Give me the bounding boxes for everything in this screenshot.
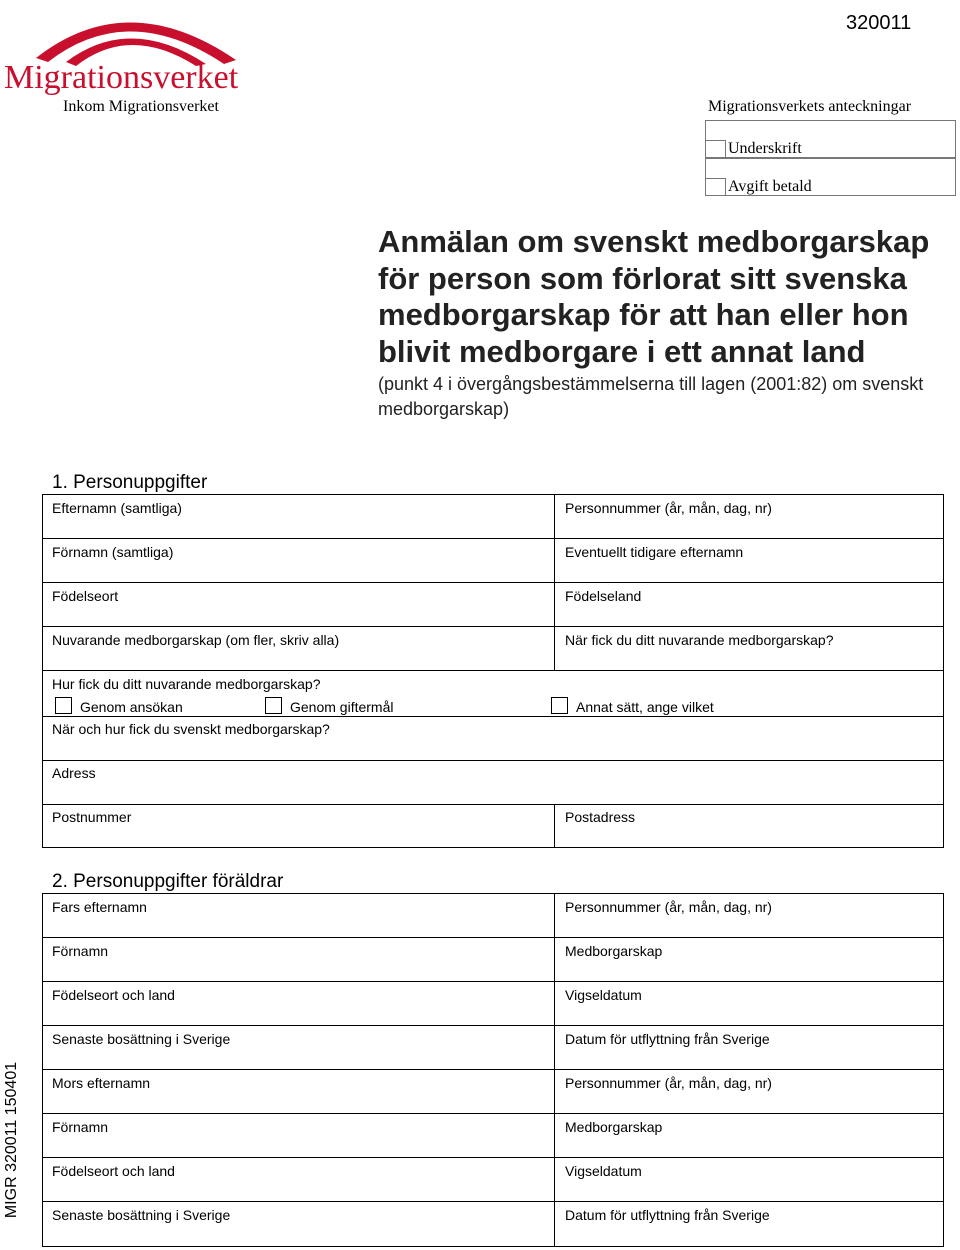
- field-mother-personal-number[interactable]: Personnummer (år, mån, dag, nr): [565, 1075, 772, 1091]
- field-father-citizenship[interactable]: Medborgarskap: [565, 943, 663, 959]
- field-postal-address[interactable]: Postadress: [565, 809, 636, 825]
- form-subtitle: (punkt 4 i övergångsbestämmelserna till lagen (2001:82) om svenskt medborgarskap): [378, 374, 924, 419]
- parents-row-1: [43, 894, 943, 938]
- notes-checkbox-fee[interactable]: [706, 178, 726, 196]
- personal-row-1: [43, 495, 943, 539]
- address-row: [43, 760, 943, 804]
- form-number: 320011: [846, 12, 912, 34]
- field-father-last-residence[interactable]: Senaste bosättning i Sverige: [52, 1031, 231, 1047]
- field-mother-first-name[interactable]: Förnamn: [52, 1119, 109, 1135]
- personal-row-3: [43, 582, 943, 626]
- personal-details-grid: [42, 494, 944, 848]
- vertical-form-code-text: MIGR 320011 150401: [3, 1061, 20, 1219]
- field-father-surname[interactable]: Fars efternamn: [52, 899, 147, 915]
- field-swedish-citizenship[interactable]: När och hur fick du svenskt medborgarskap?: [52, 721, 330, 737]
- personal-row-2: [43, 538, 943, 582]
- field-citizenship-date[interactable]: När fick du ditt nuvarande medborgarskap?: [565, 632, 834, 648]
- field-personal-number[interactable]: Personnummer (år, mån, dag, nr): [565, 500, 772, 516]
- logo-text: Migrationsverket: [4, 59, 239, 96]
- notes-title: Migrationsverkets anteckningar: [708, 98, 912, 115]
- notes-label-signature: Underskrift: [728, 140, 802, 157]
- field-surname[interactable]: Efternamn (samtliga): [52, 500, 182, 516]
- citizenship-method-row: [43, 670, 943, 716]
- postal-row: [43, 804, 943, 848]
- field-mother-wedding-date[interactable]: Vigseldatum: [565, 1163, 642, 1179]
- checkbox-application[interactable]: [55, 697, 72, 714]
- migrationsverket-logo: [0, 0, 262, 96]
- vertical-form-code: [0, 1043, 24, 1243]
- field-father-wedding-date[interactable]: Vigseldatum: [565, 987, 642, 1003]
- parents-row-4: [43, 1025, 943, 1069]
- section-2-heading: 2. Personuppgifter föräldrar: [52, 871, 284, 892]
- swedish-citizenship-row: [43, 716, 943, 760]
- field-first-name[interactable]: Förnamn (samtliga): [52, 544, 174, 560]
- notes-row-signature: [705, 120, 956, 158]
- field-previous-surname[interactable]: Eventuellt tidigare efternamn: [565, 544, 744, 560]
- option-other-label: Annat sätt, ange vilket: [576, 699, 714, 715]
- checkbox-marriage[interactable]: [265, 697, 282, 714]
- field-mother-last-residence[interactable]: Senaste bosättning i Sverige: [52, 1207, 231, 1223]
- field-father-emigration-date[interactable]: Datum för utflyttning från Sverige: [565, 1031, 770, 1047]
- field-address[interactable]: Adress: [52, 765, 96, 781]
- personal-row-4: [43, 626, 943, 670]
- form-title: Anmälan om svenskt medborgarskap för person som förlorat sitt svenska medborgarskap för att han eller hon blivit medborgare i ett annat land: [378, 224, 930, 369]
- field-mother-citizenship[interactable]: Medborgarskap: [565, 1119, 663, 1135]
- field-father-personal-number[interactable]: Personnummer (år, mån, dag, nr): [565, 899, 772, 915]
- parents-row-3: [43, 981, 943, 1025]
- parents-row-6: [43, 1113, 943, 1157]
- parents-row-2: [43, 937, 943, 981]
- parents-details-grid: [42, 893, 944, 1247]
- parents-row-8: [43, 1201, 943, 1246]
- section-1-heading: 1. Personuppgifter: [52, 472, 208, 493]
- citizenship-method-question: Hur fick du ditt nuvarande medborgarskap?: [52, 676, 321, 692]
- field-mother-emigration-date[interactable]: Datum för utflyttning från Sverige: [565, 1207, 770, 1223]
- parents-row-5: [43, 1069, 943, 1113]
- parents-row-7: [43, 1157, 943, 1201]
- checkbox-other[interactable]: [551, 697, 568, 714]
- field-postal-code[interactable]: Postnummer: [52, 809, 132, 825]
- notes-label-fee: Avgift betald: [728, 178, 812, 195]
- notes-checkbox-signature[interactable]: [706, 140, 726, 158]
- field-father-first-name[interactable]: Förnamn: [52, 943, 109, 959]
- field-father-birthplace[interactable]: Födelseort och land: [52, 987, 175, 1003]
- notes-row-fee: [705, 158, 956, 196]
- field-current-citizenship[interactable]: Nuvarande medborgarskap (om fler, skriv alla): [52, 632, 340, 648]
- option-application-label: Genom ansökan: [80, 699, 183, 715]
- field-birthplace[interactable]: Födelseort: [52, 588, 119, 604]
- field-mother-birthplace[interactable]: Födelseort och land: [52, 1163, 175, 1179]
- incoming-stamp-label: Inkom Migrationsverket: [63, 98, 219, 115]
- option-marriage-label: Genom giftermål: [290, 699, 394, 715]
- field-mother-surname[interactable]: Mors efternamn: [52, 1075, 151, 1091]
- field-birth-country[interactable]: Födelseland: [565, 588, 642, 604]
